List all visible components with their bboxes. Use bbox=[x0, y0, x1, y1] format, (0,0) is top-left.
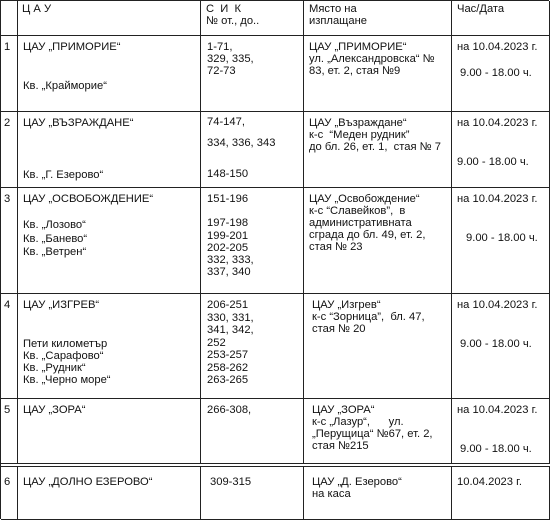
tsau-name: ЦАУ „ЗОРА“ bbox=[23, 404, 86, 416]
table-row bbox=[1, 466, 550, 520]
payout-place: ЦАУ „ПРИМОРИЕ“ ул. „Александровска“ № 83, ет. 2, стая №9 bbox=[309, 41, 435, 77]
row-num: 2 bbox=[4, 117, 11, 129]
header-place: Място на изплащане bbox=[309, 3, 368, 27]
row-num-cell bbox=[1, 467, 18, 519]
time-cell bbox=[452, 188, 550, 293]
sik-cell bbox=[201, 294, 304, 398]
payout-place: ЦАУ „Освобождение“ к-с “Славейков”, в административната сграда до бл. 49, ет. 2, стая № 23 bbox=[309, 193, 426, 253]
payout-date: на 10.04.2023 г. bbox=[457, 404, 538, 416]
time-cell bbox=[452, 399, 550, 463]
sik-cell bbox=[201, 112, 304, 187]
row-num-cell bbox=[1, 399, 18, 463]
header-time: Час/Дата bbox=[457, 3, 505, 15]
sik-numbers: 266-308, bbox=[207, 404, 252, 416]
row-num: 5 bbox=[4, 404, 11, 416]
table-row bbox=[1, 112, 550, 188]
tsau-name: ЦАУ „ОСВОБОЖДЕНИЕ“ bbox=[23, 193, 154, 205]
row-num: 4 bbox=[4, 299, 11, 311]
place-cell bbox=[304, 399, 452, 463]
payout-date: на 10.04.2023 г. bbox=[457, 299, 538, 311]
header-sik: С И К № от., до.. bbox=[206, 3, 260, 27]
tsau-cell bbox=[18, 36, 201, 111]
header-num-cell bbox=[1, 1, 18, 35]
row-num-cell bbox=[1, 36, 18, 111]
payout-place: ЦАУ „Д. Езерово“ на каса bbox=[312, 476, 402, 500]
header-tsau: Ц А У bbox=[22, 3, 52, 15]
payout-date: на 10.04.2023 г. bbox=[457, 41, 538, 53]
row-num-cell bbox=[1, 294, 18, 398]
sik-cell bbox=[201, 467, 304, 519]
payout-hours: 9.00 - 18.00 ч. bbox=[466, 232, 538, 244]
table-row bbox=[1, 399, 550, 464]
districts: Кв. „Г. Езерово“ bbox=[23, 169, 104, 181]
sik-numbers: 74-147, 334, 336, 343 148-150 bbox=[207, 116, 276, 181]
tsau-cell bbox=[18, 399, 201, 463]
tsau-name: ЦАУ „ДОЛНО ЕЗЕРОВО“ bbox=[23, 476, 153, 488]
time-cell bbox=[452, 112, 550, 187]
header-sik-cell bbox=[201, 1, 304, 35]
districts: Кв. „Крайморие“ bbox=[23, 80, 107, 92]
table-row bbox=[1, 294, 550, 399]
row-num: 3 bbox=[4, 193, 11, 205]
sik-cell bbox=[201, 36, 304, 111]
header-time-cell bbox=[452, 1, 550, 35]
tsau-cell bbox=[18, 294, 201, 398]
time-cell bbox=[452, 294, 550, 398]
sik-numbers: 206-251 330, 331, 341, 342, 252 253-257 258-262 263-265 bbox=[207, 299, 254, 386]
payout-place: ЦАУ „Възраждане“ к-с “Меден рудник” до бл. 26, ет. 1, стая № 7 bbox=[309, 117, 441, 153]
sik-numbers: 309-315 bbox=[210, 476, 252, 488]
place-cell bbox=[304, 467, 452, 519]
table-row bbox=[1, 188, 550, 294]
row-num: 6 bbox=[4, 476, 11, 488]
row-num-cell bbox=[1, 112, 18, 187]
row-num-cell bbox=[1, 188, 18, 293]
tsau-cell bbox=[18, 112, 201, 187]
payout-hours: 9.00 - 18.00 ч. bbox=[460, 67, 532, 79]
tsau-cell bbox=[18, 188, 201, 293]
tsau-cell bbox=[18, 467, 201, 519]
header-tsau-cell bbox=[18, 1, 201, 35]
sik-cell bbox=[201, 188, 304, 293]
place-cell bbox=[304, 36, 452, 111]
sik-cell bbox=[201, 399, 304, 463]
districts: Кв. „Лозово“ Кв. „Банево“ Кв. „Ветрен“ bbox=[23, 219, 88, 258]
sik-numbers: 151-196 197-198 199-201 202-205 332, 333, 337, 340 bbox=[207, 193, 254, 279]
payout-date: на 10.04.2023 г. bbox=[457, 193, 538, 205]
time-cell bbox=[452, 36, 550, 111]
payout-hours: 9.00 - 18.00 ч. bbox=[457, 156, 529, 168]
payout-place: ЦАУ „ЗОРА“ к-с „Лазур“, ул. „Перущица“ №67, ет. 2, стая №215 bbox=[312, 404, 433, 452]
table-header bbox=[1, 1, 550, 36]
tsau-name: ЦАУ „ВЪЗРАЖДАНЕ“ bbox=[23, 117, 134, 129]
row-num: 1 bbox=[4, 41, 11, 53]
payout-hours: 9.00 - 18.00 ч. bbox=[460, 338, 532, 350]
districts: Пети километър Кв. „Сарафово“ Кв. „Рудник“ Кв. „Черно море“ bbox=[23, 338, 111, 386]
header-place-cell bbox=[304, 1, 452, 35]
payout-date: на 10.04.2023 г. bbox=[457, 117, 538, 129]
place-cell bbox=[304, 188, 452, 293]
sik-numbers: 1-71, 329, 335, 72-73 bbox=[207, 41, 254, 77]
tsau-name: ЦАУ „ПРИМОРИЕ“ bbox=[23, 41, 121, 53]
tsau-name: ЦАУ „ИЗГРЕВ“ bbox=[23, 299, 100, 311]
table-row bbox=[1, 36, 550, 112]
payout-date: 10.04.2023 г. bbox=[457, 476, 522, 488]
place-cell bbox=[304, 112, 452, 187]
place-cell bbox=[304, 294, 452, 398]
payout-hours: 9.00 - 18.00 ч. bbox=[460, 443, 532, 455]
time-cell bbox=[452, 467, 550, 519]
payout-place: ЦАУ „Изгрев“ к-с “Зорница”, бл. 47, стая № 20 bbox=[312, 299, 425, 335]
